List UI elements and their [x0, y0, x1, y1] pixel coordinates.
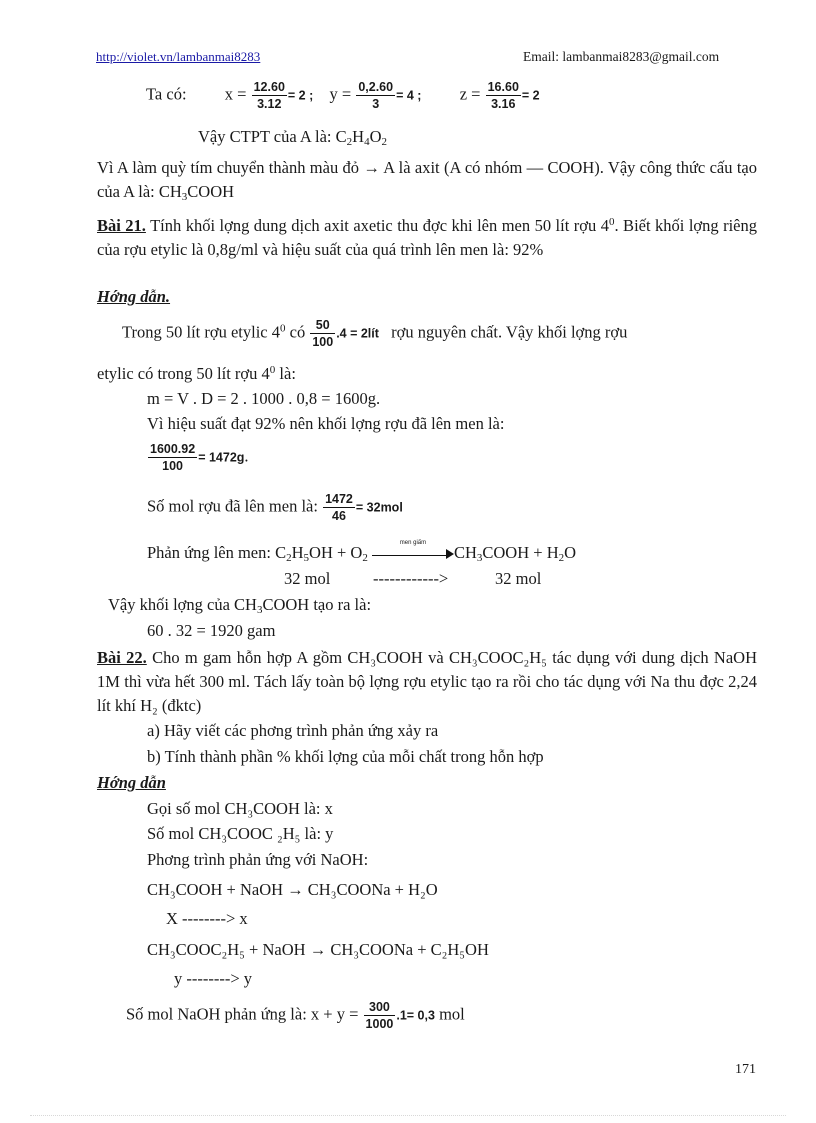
somol-line: Số mol rợu đã lên men là: $\frac{1472}{46}$ = 32mol [147, 492, 403, 524]
equation-1: CH₃COOH + NaOH → CH₃COONa + H₂O [147, 880, 438, 899]
taco-x: x = [224, 84, 247, 104]
ctpt-line: Vậy CTPT của A là: $C_2H_4O_2$ [198, 127, 387, 148]
vay-khoi-luong-line: Vậy khối lợng của $CH_3COOH$ tạo ra là: [108, 595, 372, 616]
equation-1-mol: X --------> x [166, 909, 248, 928]
fraction-y-result: = 4 ; [396, 88, 422, 103]
header-link[interactable]: http://violet.vn/lambanmai8283 [96, 49, 261, 64]
huongdan-heading-1: Hớng dẫn. [97, 287, 171, 306]
mol-arrow: ------------> [373, 569, 449, 588]
phan-ung-len-men-line: Phản ứng lên men: $C_2H_5OH + O_2$ men giấm $CH_3COOH + H_2O$ [147, 540, 577, 564]
bai21-paragraph: Bài 21. Tính khối lợng dung dịch axit axetic thu đợc khi lên men 50 lít rợu $4^0$. Biết khối lợng riêng của rợu etylic là 0,8g/ml và hiệu suất của quá trình lên men là: 92% [97, 216, 758, 259]
mol-32-right: 32 mol [495, 569, 542, 588]
so-mol-y-line: Số mol CH₃COOC ₂H₅ là: y [147, 824, 334, 843]
so-mol-naoh-line: Số mol NaOH phản ứng là: x + y = $\frac{300}{1000}$ .1= 0,3 mol [126, 1000, 465, 1032]
fraction-z: $\frac{16.60}{3.16}$ [487, 80, 519, 112]
fraction-1600-line: $\frac{1600.92}{100}$ = 1472g. [150, 442, 249, 474]
etylic-line: etylic có trong 50 lít rợu $4^0$ là: [97, 364, 296, 383]
bai22-part-b: b) Tính thành phần % khối lợng của mỗi chất trong hỗn hợp [147, 747, 544, 766]
huongdan-heading-2: Hớng dẫn [97, 773, 166, 792]
equation-2-mol: y --------> y [174, 969, 253, 988]
footer-rule [30, 1115, 786, 1116]
page-number: 171 [735, 1062, 756, 1077]
fraction-y: $\frac{0,2.60}{3}$ [358, 80, 394, 112]
mvd-line: m = V . D = 2 . 1000 . 0,8 = 1600g. [147, 389, 381, 408]
fraction-x-result: = 2 ; [287, 88, 314, 103]
paragraph-acid: Vì A làm quỳ tím chuyển thành màu đỏ → A là axit (A có nhóm — COOH). Vậy công thức cấu tạo của A là: $CH_3COOH$ [97, 158, 757, 203]
phuong-trinh-line: Phơng trình phản ứng với NaOH: [147, 850, 369, 869]
taco-line [146, 80, 540, 112]
fraction-300-1000: $\frac{300}{1000}$ [365, 1000, 394, 1032]
bai21-title: Bài 21. [97, 216, 146, 235]
bai22-part-a: a) Hãy viết các phơng trình phản ứng xảy ra [147, 721, 439, 740]
equation-2: CH₃COOC₂H₅ + NaOH → CH₃COONa + C₂H₅OH [147, 940, 489, 959]
fraction-50-100: $\frac{50}{100}$ [312, 318, 334, 350]
fraction-1472: $\frac{1472}{46}$ [325, 492, 353, 524]
reaction-arrow-icon: men giấm [372, 547, 454, 561]
fraction-z-result: = 2 [521, 88, 540, 103]
goi-so-mol-line: Gọi số mol CH₃COOH là: x [147, 799, 333, 818]
bai22-paragraph: Bài 22. Cho m gam hỗn hợp A gồm CH₃COOH và CH₃COOC₂H₅ tác dụng với dung dịch NaOH 1M thì vừa hết 300 ml. Tách lấy toàn bộ lợng rợu etylic tạo ra rồi cho tác dụng với Na thu đợc 2,24 lít khí H₂ (đktc) [97, 648, 758, 715]
hieusuat-line: Vì hiệu suất đạt 92% nên khối lợng rợu đã lên men là: [147, 414, 505, 433]
mol-32-left: 32 mol [284, 569, 331, 588]
bai22-title: Bài 22. [97, 648, 147, 667]
taco-y: y = [329, 84, 352, 104]
header-email: Email: lambanmai8283@gmail.com [523, 49, 720, 64]
taco-label: Ta có: [146, 84, 187, 104]
trong-50-lit-line: Trong 50 lít rợu etylic $4^0$ có $\frac{50}{100}$ .4 = 2lít rợu nguyên chất. Vậy khối lợng rợu [122, 318, 628, 350]
fraction-x: $\frac{12.60}{3.12}$ [253, 80, 285, 112]
taco-z: z = [459, 84, 481, 104]
result-1920-line: 60 . 32 = 1920 gam [147, 621, 276, 640]
fraction-1600: $\frac{1600.92}{100}$ [150, 442, 196, 474]
